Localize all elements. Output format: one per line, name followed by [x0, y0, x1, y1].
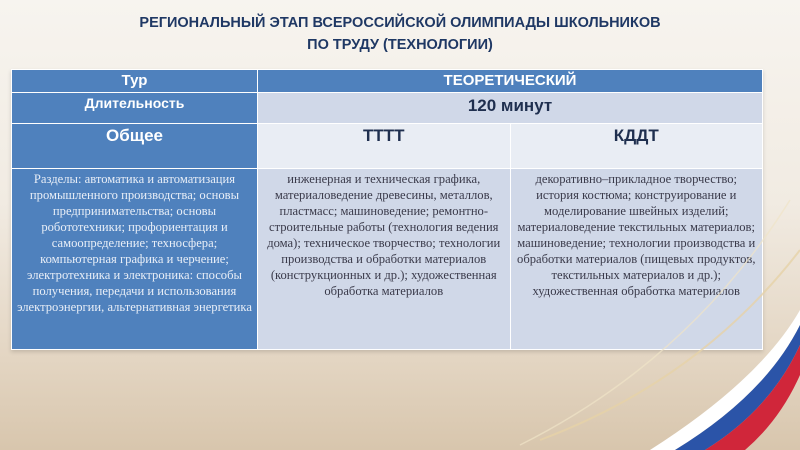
- column-general: Общее: [12, 124, 258, 169]
- tttt-content: инженерная и техническая графика, материаловедение древесины, металлов, пластмасс; машиноведение; ремонтно-строительные работы (технология ведения дома); техническое творчество; технологии производства и обработки материалов (конструкционных и др.); художественная обработка материалов: [258, 169, 511, 350]
- tour-label: Тур: [12, 70, 258, 93]
- tour-value: ТЕОРЕТИЧЕСКИЙ: [258, 70, 763, 93]
- kddt-content: декоративно–прикладное творчество; история костюма; конструирование и моделирование швейных изделий; материаловедение текстильных материалов; машиноведение; технологии производства и обработки материалов (пищевых продуктов, текстильных материалов и др.); художественная обработка материалов: [510, 169, 763, 350]
- title-line-1: РЕГИОНАЛЬНЫЙ ЭТАП ВСЕРОССИЙСКОЙ ОЛИМПИАДЫ ШКОЛЬНИКОВ: [139, 15, 661, 31]
- title-line-2: ПО ТРУДУ (ТЕХНОЛОГИИ): [307, 37, 493, 53]
- column-kddt: КДДТ: [510, 124, 763, 169]
- general-content: Разделы: автоматика и автоматизация промышленного производства; основы предпринимательства; основы робототехники; профориентация и самоопределение; техносфера; компьютерная графика и черчение; электротехника и электроника: способы получения, передачи и использования электроэнергии, альтернативная энергетика: [12, 169, 258, 350]
- duration-label: Длительность: [12, 93, 258, 124]
- column-tttt: ТТТТ: [258, 124, 511, 169]
- duration-value: 120 минут: [258, 93, 763, 124]
